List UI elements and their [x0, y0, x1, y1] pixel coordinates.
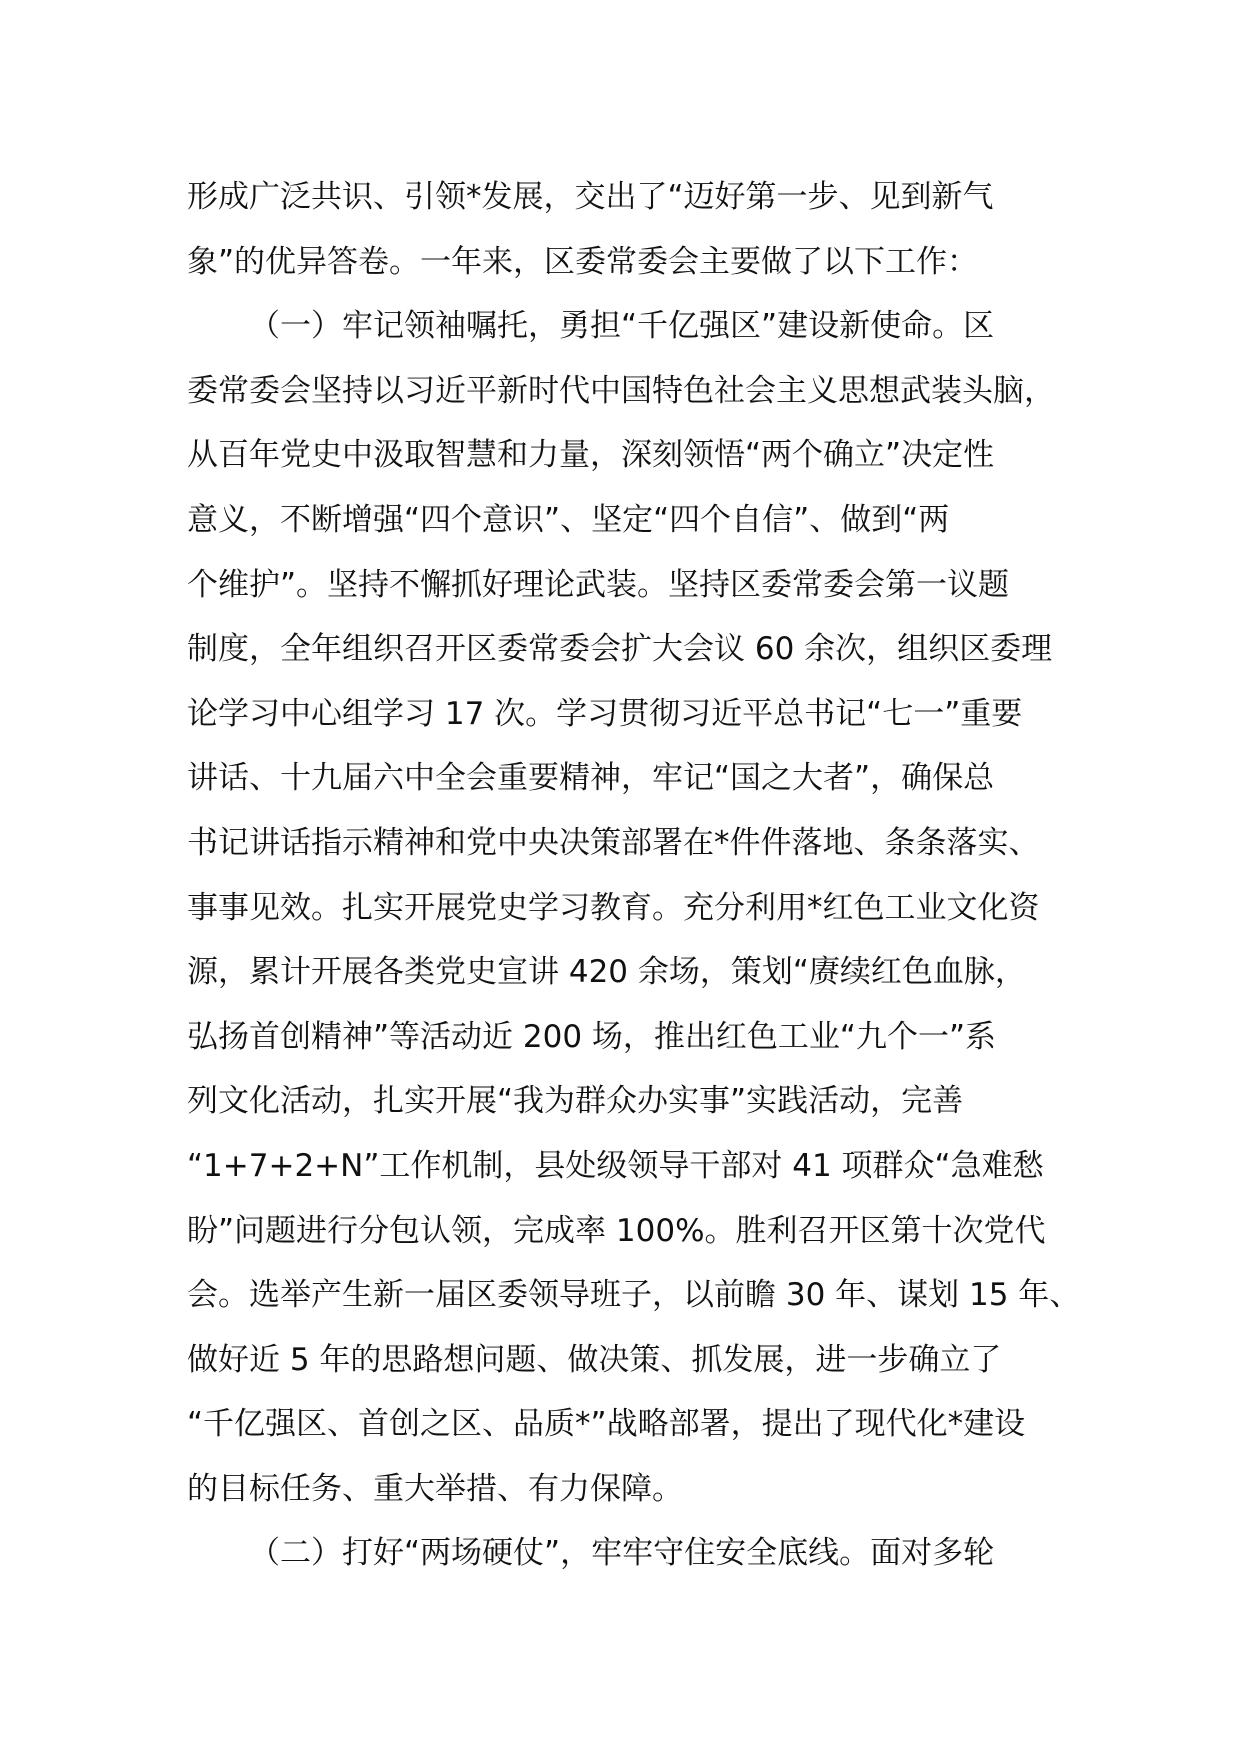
text-line: 论学习中心组学习 17 次。学习贯彻习近平总书记“七一”重要 [187, 695, 1023, 732]
text-line: 列文化活动，扎实开展“我为群众办实事”实践活动，完善 [187, 1083, 964, 1120]
text-line: 的目标任务、重大举措、有力保障。 [187, 1470, 683, 1507]
text-line: 个维护”。坚持不懈抓好理论武装。坚持区委常委会第一议题 [187, 566, 1010, 603]
body-text [187, 165, 1087, 1586]
text-line: 制度，全年组织召开区委常委会扩大会议 60 余次，组织区委理 [187, 631, 1053, 668]
text-line: 盼”问题进行分包认领，完成率 100%。胜利召开区第十次党代 [187, 1212, 1046, 1249]
text-line: 会。选举产生新一届区委领导班子，以前瞻 30 年、谋划 15 年、 [187, 1277, 1081, 1314]
text-line: 事事见效。扎实开展党史学习教育。充分利用*红色工业文化资 [187, 889, 1040, 926]
text-line: 形成广泛共识、引领*发展，交出了“迈好第一步、见到新气 [187, 179, 994, 215]
section-heading-line: （一）牢记领袖嘱托，勇担“千亿强区”建设新使命。区 [249, 308, 995, 345]
text-line: 从百年党史中汲取智慧和力量，深刻领悟“两个确立”决定性 [187, 437, 995, 474]
text-line: 源，累计开展各类党史宣讲 420 余场，策划“赓续红色血脉， [187, 954, 1026, 991]
text-line: 象”的优异答卷。一年来，区委常委会主要做了以下工作： [187, 243, 979, 280]
text-line: “1+7+2+N”工作机制，县处级领导干部对 41 项群众“急难愁 [187, 1147, 1044, 1184]
text-line: 讲话、十九届六中全会重要精神，牢记“国之大者”，确保总 [187, 760, 995, 797]
text-line: 做好近 5 年的思路想问题、做决策、抓发展，进一步确立了 [187, 1341, 1002, 1378]
text-line: 书记讲话指示精神和党中央决策部署在*件件落地、条条落实、 [187, 824, 1040, 861]
section-heading-line: （二）打好“两场硬仗”，牢牢守住安全底线。面对多轮 [249, 1535, 995, 1572]
text-line: “千亿强区、首创之区、品质*”战略部署，提出了现代化*建设 [187, 1406, 1026, 1443]
text-line: 委常委会坚持以习近平新时代中国特色社会主义思想武装头脑， [187, 372, 1055, 409]
text-line: 弘扬首创精神”等活动近 200 场，推出红色工业“九个一”系 [187, 1018, 997, 1055]
text-line: 意义，不断增强“四个意识”、坚定“四个自信”、做到“两 [187, 501, 950, 538]
